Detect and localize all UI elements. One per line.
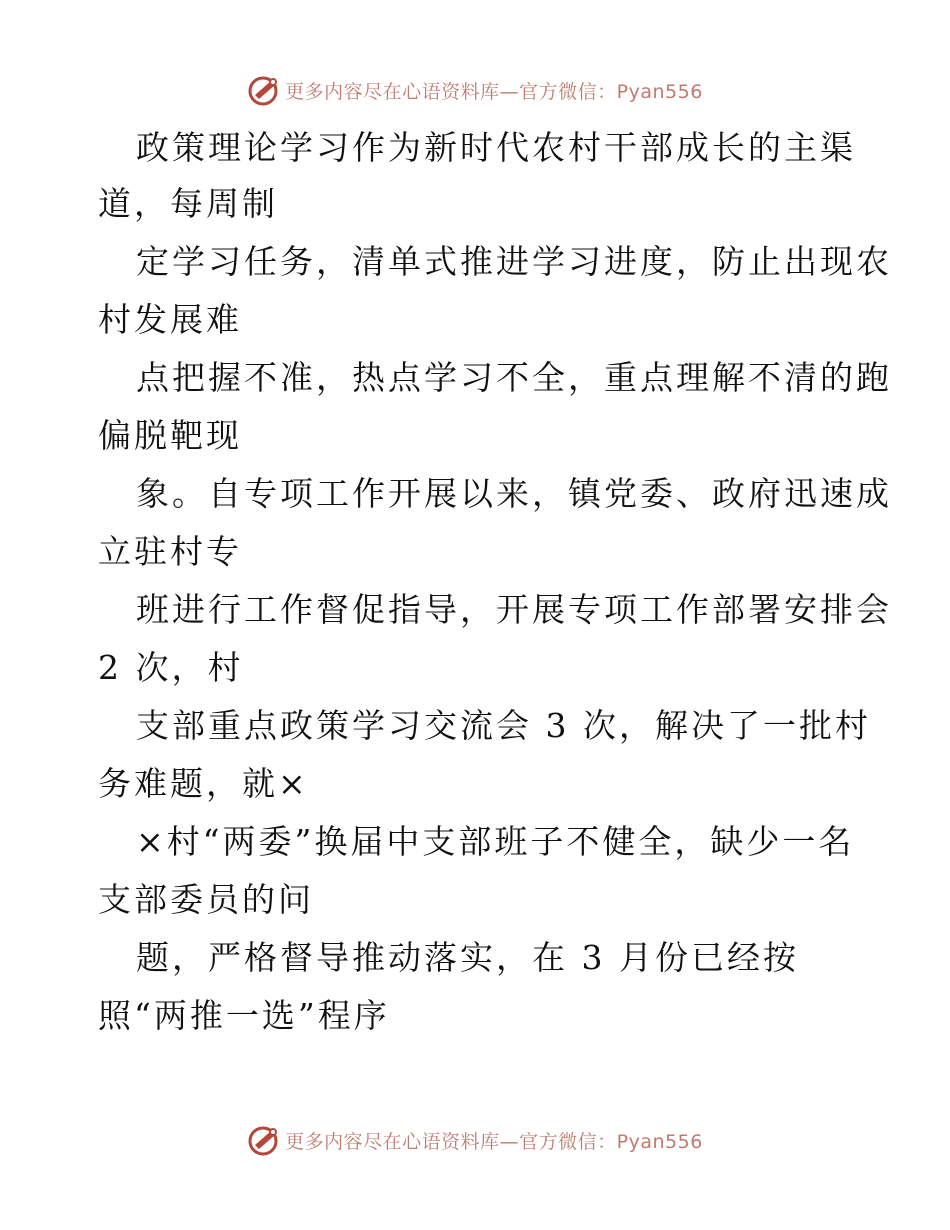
paragraph-line: 定学习任务，清单式推进学习进度，防止出现农 <box>136 242 892 281</box>
footer-banner-text: 更多内容尽在心语资料库—官方微信：Pyan556 <box>285 1130 703 1153</box>
paragraph-line: 照“两推一选”程序 <box>98 996 390 1035</box>
paragraph-line: 题，严格督导推动落实，在 3 月份已经按 <box>136 938 799 977</box>
footer-banner <box>0 1120 950 1160</box>
paragraph-line: 2 次，村 <box>98 648 244 687</box>
header-banner <box>0 70 950 110</box>
paragraph-line: 村发展难 <box>98 300 242 339</box>
paragraph-line: 支部委员的问 <box>98 880 314 919</box>
pen-logo-icon <box>247 1123 281 1157</box>
paragraph-line: 点把握不准，热点学习不全，重点理解不清的跑 <box>136 358 892 397</box>
paragraph-line: 立驻村专 <box>98 532 242 571</box>
paragraph-line: 支部重点政策学习交流会 3 次，解决了一批村 <box>136 706 871 745</box>
pen-logo-icon <box>247 73 281 107</box>
paragraph-line: 偏脱靶现 <box>98 416 242 455</box>
paragraph-line: 象。自专项工作开展以来，镇党委、政府迅速成 <box>136 474 892 513</box>
paragraph-line: 班进行工作督促指导，开展专项工作部署安排会 <box>136 590 892 629</box>
paragraph-line: ×村“两委”换届中支部班子不健全，缺少一名 <box>136 822 855 861</box>
paragraph-line: 道，每周制 <box>98 184 278 223</box>
paragraph-line: 务难题，就× <box>98 764 309 803</box>
header-banner-text: 更多内容尽在心语资料库—官方微信：Pyan556 <box>285 80 703 103</box>
paragraph-line: 政策理论学习作为新时代农村干部成长的主渠 <box>136 128 856 167</box>
